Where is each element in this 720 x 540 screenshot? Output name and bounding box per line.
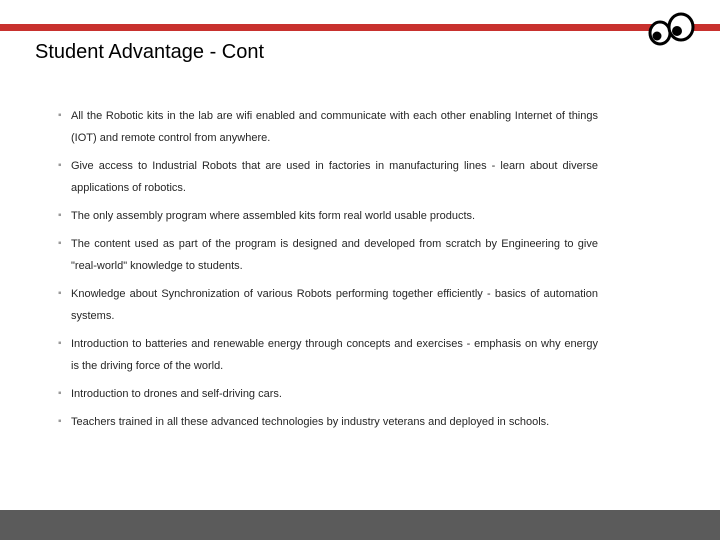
bullet-item [58,155,598,199]
bullet-marker: ▪ [58,160,62,171]
cartoon-eyes-logo-icon [646,12,696,46]
bullet-item [58,283,598,327]
bullet-item [58,333,598,377]
bullet-text: Give access to Industrial Robots that are used in factories in manufacturing lines - learn about diverse applications of robotics. [71,160,598,194]
bullet-text: All the Robotic kits in the lab are wifi enabled and communicate with each other enabling Internet of things (IOT) and remote control from anywhere. [71,110,598,144]
bullet-item [58,233,598,277]
bullet-item [58,411,598,433]
bullet-marker: ▪ [58,416,62,427]
bullet-text: Teachers trained in all these advanced technologies by industry veterans and deployed in schools. [71,416,550,428]
bullet-text: Introduction to batteries and renewable energy through concepts and exercises - emphasis on why energy is the driving force of the world. [71,338,598,372]
top-accent-bar [0,24,720,31]
bullet-text: The content used as part of the program is designed and developed from scratch by Engineering to give "real-world" knowledge to students. [71,238,598,272]
slide-title: Student Advantage - Cont [35,41,265,63]
bullet-text: Knowledge about Synchronization of various Robots performing together efficiently - basics of automation systems. [71,288,598,322]
bullet-marker: ▪ [58,238,62,249]
bullet-item [58,105,598,149]
bullet-marker: ▪ [58,288,62,299]
bullet-list [58,105,598,439]
bullet-item [58,205,598,227]
bullet-marker: ▪ [58,210,62,221]
bullet-marker: ▪ [58,388,62,399]
bullet-text: Introduction to drones and self-driving cars. [71,388,282,400]
bullet-text: The only assembly program where assembled kits form real world usable products. [71,210,476,222]
bullet-marker: ▪ [58,338,62,349]
bullet-item [58,383,598,405]
footer-bar [0,510,720,540]
bullet-marker: ▪ [58,110,62,121]
